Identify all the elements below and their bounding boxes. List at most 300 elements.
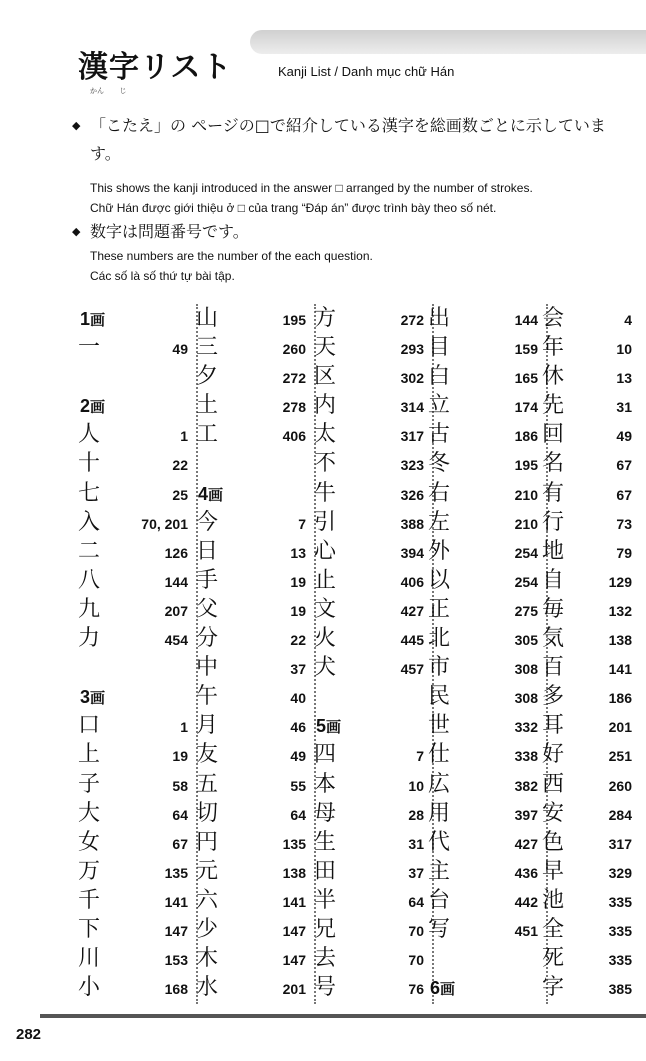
question-number: 174: [514, 399, 538, 416]
question-number: 67: [172, 835, 188, 852]
kanji-char: 世: [428, 713, 451, 739]
kanji-entry: [428, 624, 546, 653]
header-bar: [250, 30, 646, 54]
kanji-entry: [196, 915, 314, 944]
question-number: 275: [514, 602, 538, 619]
question-number: 314: [400, 399, 424, 416]
question-number: 141: [608, 661, 632, 678]
kanji-entry: [196, 537, 314, 566]
question-number: 454: [164, 632, 188, 649]
kanji-char: 本: [314, 771, 337, 797]
kanji-char: 太: [314, 422, 337, 448]
ruby-ji: じ: [119, 87, 127, 95]
kanji-entry: [542, 333, 642, 362]
kanji-entry: [542, 653, 642, 682]
stroke-count-number: 4: [198, 483, 209, 504]
kanji-entry: [196, 420, 314, 449]
kanji-entry: [78, 479, 196, 508]
spacer: [428, 944, 546, 973]
kanji-entry: [78, 770, 196, 799]
kanji-entry: [196, 362, 314, 391]
stroke-count-unit: 画: [326, 718, 342, 737]
kanji-entry: [314, 449, 432, 478]
stroke-count-number: 5: [316, 716, 327, 737]
kanji-entry: [314, 537, 432, 566]
kanji-char: 全: [542, 916, 565, 942]
kanji-char: 去: [314, 946, 337, 972]
kanji-char: 下: [78, 916, 101, 942]
stroke-count-heading: [428, 973, 546, 1002]
kanji-entry: [196, 770, 314, 799]
question-number: 165: [514, 370, 538, 387]
kanji-entry: [196, 711, 314, 740]
question-number: 147: [282, 922, 306, 939]
kanji-char: 民: [428, 684, 451, 710]
spacer: [196, 449, 314, 478]
kanji-entry: [428, 508, 546, 537]
question-number: 159: [514, 341, 538, 358]
question-number: 394: [400, 544, 424, 561]
kanji-entry: [542, 624, 642, 653]
kanji-char: 会: [542, 306, 565, 331]
question-number: 329: [608, 864, 632, 881]
kanji-char: 父: [196, 596, 219, 622]
kanji-char: 右: [428, 480, 451, 506]
kanji-entry: [314, 566, 432, 595]
kanji-char: 天: [314, 335, 337, 361]
kanji-char: 大: [78, 800, 101, 826]
kanji-entry: [542, 537, 642, 566]
kanji-char: 川: [78, 946, 101, 972]
question-number: 144: [514, 312, 538, 328]
kanji-entry: [78, 449, 196, 478]
kanji-char: 市: [428, 655, 451, 681]
kanji-entry: [314, 595, 432, 624]
kanji-char: 広: [428, 771, 451, 797]
stroke-count-heading: [314, 711, 432, 740]
kanji-char: 北: [428, 626, 451, 652]
question-number: 49: [290, 748, 306, 765]
note-answers-en: This shows the kanji introduced in the answer □ arranged by the number of strokes.: [90, 181, 533, 195]
kanji-char: 主: [428, 858, 451, 884]
stroke-count-number: 2: [80, 396, 91, 417]
question-number: 260: [282, 341, 306, 358]
question-number: 132: [608, 602, 632, 619]
kanji-entry: [196, 682, 314, 711]
question-number: 7: [298, 515, 306, 532]
question-number: 168: [164, 981, 188, 998]
kanji-char: 生: [314, 829, 337, 855]
question-number: 49: [616, 428, 632, 445]
question-number: 323: [400, 457, 424, 474]
kanji-char: 引: [314, 509, 337, 535]
question-number: 326: [400, 486, 424, 503]
kanji-char: 名: [542, 451, 565, 477]
kanji-entry: [78, 886, 196, 915]
question-number: 70, 201: [141, 515, 188, 532]
kanji-char: 口: [78, 713, 101, 739]
kanji-char: 午: [196, 684, 219, 710]
kanji-char: 目: [428, 335, 451, 361]
kanji-char: 白: [428, 364, 451, 390]
kanji-char: 元: [196, 858, 219, 884]
kanji-entry: [78, 537, 196, 566]
question-number: 406: [400, 573, 424, 590]
note-answers-vi: Chữ Hán được giới thiệu ở □ của trang “Đáp án” được trình bày theo số nét.: [90, 201, 497, 215]
stroke-count-unit: 画: [90, 311, 106, 329]
question-number: 31: [408, 835, 424, 852]
kanji-entry: [314, 770, 432, 799]
question-number: 67: [616, 457, 632, 474]
kanji-entry: [314, 508, 432, 537]
question-number: 64: [172, 806, 188, 823]
kanji-entry: [314, 653, 432, 682]
kanji-column-5: [542, 304, 642, 1004]
kanji-char: 死: [542, 946, 565, 972]
kanji-char: 左: [428, 509, 451, 535]
kanji-char: 文: [314, 596, 337, 622]
question-number: 335: [608, 952, 632, 969]
kanji-char: 好: [542, 742, 565, 768]
kanji-entry: [78, 973, 196, 1002]
kanji-char: 工: [196, 422, 219, 448]
kanji-char: 以: [428, 567, 451, 593]
kanji-char: 木: [196, 946, 219, 972]
question-number: 13: [290, 544, 306, 561]
kanji-column-1: [78, 304, 198, 1004]
stroke-count-label: [80, 308, 105, 331]
kanji-char: 冬: [428, 451, 451, 477]
kanji-char: 小: [78, 975, 101, 1001]
kanji-entry: [196, 304, 314, 333]
note-numbers-vi: Các số là số thứ tự bài tập.: [90, 269, 235, 283]
kanji-entry: [542, 304, 642, 333]
kanji-entry: [314, 391, 432, 420]
kanji-char: 入: [78, 509, 101, 535]
kanji-char: 先: [542, 393, 565, 419]
kanji-char: 池: [542, 887, 565, 913]
question-number: 382: [514, 777, 538, 794]
kanji-char: 出: [428, 306, 451, 331]
kanji-entry: [78, 740, 196, 769]
kanji-char: 号: [314, 975, 337, 1001]
kanji-char: 女: [78, 829, 101, 855]
kanji-entry: [428, 362, 546, 391]
question-number: 201: [282, 981, 306, 998]
kanji-char: 回: [542, 422, 565, 448]
kanji-entry: [542, 857, 642, 886]
kanji-entry: [196, 595, 314, 624]
question-number: 284: [608, 806, 632, 823]
question-number: 141: [282, 893, 306, 910]
kanji-entry: [196, 828, 314, 857]
kanji-entry: [314, 333, 432, 362]
note-numbers-en: These numbers are the number of the each question.: [90, 249, 373, 263]
stroke-count-label: [198, 483, 223, 506]
question-number: 138: [282, 864, 306, 881]
question-number: 153: [164, 952, 188, 969]
kanji-char: 友: [196, 742, 219, 768]
stroke-count-number: 6: [430, 978, 441, 999]
question-number: 64: [290, 806, 306, 823]
kanji-char: 分: [196, 626, 219, 652]
stroke-count-unit: 画: [90, 689, 106, 708]
kanji-entry: [314, 304, 432, 333]
kanji-char: 外: [428, 538, 451, 564]
kanji-entry: [314, 944, 432, 973]
kanji-entry: [428, 682, 546, 711]
kanji-char: 母: [314, 800, 337, 826]
question-number: 335: [608, 922, 632, 939]
stroke-count-unit: 画: [90, 398, 106, 417]
kanji-char: 四: [314, 742, 337, 768]
question-number: 406: [282, 428, 306, 445]
kanji-char: 百: [542, 655, 565, 681]
question-number: 278: [282, 399, 306, 416]
kanji-entry: [314, 886, 432, 915]
kanji-entry: [428, 333, 546, 362]
note-answers-jp: ◆ 「こたえ」の ページの□で紹介している漢字を総画数ごとに示しています。: [72, 112, 632, 168]
question-number: 272: [400, 312, 424, 328]
note-numbers: [72, 218, 632, 286]
kanji-column-4: [428, 304, 548, 1004]
question-number: 64: [408, 893, 424, 910]
kanji-entry: [428, 449, 546, 478]
kanji-char: 多: [542, 684, 565, 710]
kanji-char: 西: [542, 771, 565, 797]
question-number: 31: [616, 399, 632, 416]
kanji-char: 一: [78, 335, 101, 361]
kanji-char: 日: [196, 538, 219, 564]
kanji-entry: [542, 799, 642, 828]
question-number: 302: [400, 370, 424, 387]
question-number: 445: [400, 632, 424, 649]
kanji-entry: [196, 333, 314, 362]
kanji-entry: [542, 362, 642, 391]
kanji-char: 今: [196, 509, 219, 535]
kanji-entry: [542, 915, 642, 944]
question-number: 58: [172, 777, 188, 794]
question-number: 73: [616, 515, 632, 532]
kanji-char: 十: [78, 451, 101, 477]
kanji-entry: [428, 420, 546, 449]
kanji-char: 上: [78, 742, 101, 768]
kanji-entry: [428, 770, 546, 799]
kanji-char: 円: [196, 829, 219, 855]
question-number: 195: [282, 312, 306, 328]
question-number: 147: [164, 922, 188, 939]
kanji-char: 不: [314, 451, 337, 477]
kanji-char: 早: [542, 858, 565, 884]
kanji-entry: [542, 449, 642, 478]
kanji-entry: [428, 595, 546, 624]
kanji-entry: [78, 508, 196, 537]
kanji-entry: [78, 799, 196, 828]
question-number: 138: [608, 632, 632, 649]
kanji-entry: [314, 857, 432, 886]
kanji-entry: [78, 857, 196, 886]
kanji-entry: [314, 624, 432, 653]
kanji-char: 台: [428, 887, 451, 913]
kanji-entry: [542, 770, 642, 799]
kanji-entry: [196, 391, 314, 420]
question-number: 260: [608, 777, 632, 794]
stroke-count-unit: 画: [208, 485, 224, 504]
kanji-char: 水: [196, 975, 219, 1001]
kanji-char: 火: [314, 626, 337, 652]
question-number: 40: [290, 690, 306, 707]
question-number: 308: [514, 661, 538, 678]
kanji-entry: [196, 653, 314, 682]
kanji-char: 田: [314, 858, 337, 884]
question-number: 4: [624, 312, 632, 328]
question-number: 25: [172, 486, 188, 503]
kanji-entry: [78, 711, 196, 740]
question-number: 135: [282, 835, 306, 852]
stroke-count-number: 1: [80, 309, 91, 329]
kanji-entry: [428, 886, 546, 915]
kanji-entry: [78, 595, 196, 624]
question-number: 126: [164, 544, 188, 561]
kanji-char: 区: [314, 364, 337, 390]
question-number: 293: [400, 341, 424, 358]
kanji-entry: [314, 479, 432, 508]
kanji-char: 自: [542, 567, 565, 593]
kanji-entry: [542, 973, 642, 1002]
kanji-char: 土: [196, 393, 219, 419]
kanji-char: 子: [78, 771, 101, 797]
kanji-entry: [542, 886, 642, 915]
kanji-entry: [314, 973, 432, 1002]
kanji-entry: [542, 682, 642, 711]
title-ruby: [84, 86, 136, 96]
kanji-char: 地: [542, 538, 565, 564]
kanji-entry: [542, 566, 642, 595]
kanji-entry: [196, 799, 314, 828]
question-number: 338: [514, 748, 538, 765]
question-number: 272: [282, 370, 306, 387]
kanji-entry: [196, 973, 314, 1002]
question-number: 10: [408, 777, 424, 794]
question-number: 28: [408, 806, 424, 823]
question-number: 186: [608, 690, 632, 707]
question-number: 254: [514, 544, 538, 561]
kanji-entry: [428, 857, 546, 886]
kanji-char: 写: [428, 916, 451, 942]
question-number: 317: [400, 428, 424, 445]
kanji-char: 用: [428, 800, 451, 826]
kanji-entry: [314, 362, 432, 391]
question-number: 317: [608, 835, 632, 852]
kanji-char: 力: [78, 626, 101, 652]
kanji-entry: [428, 653, 546, 682]
kanji-entry: [542, 479, 642, 508]
question-number: 7: [416, 748, 424, 765]
kanji-char: 正: [428, 596, 451, 622]
question-number: 19: [290, 573, 306, 590]
kanji-entry: [78, 915, 196, 944]
kanji-char: 中: [196, 655, 219, 681]
question-number: 385: [608, 981, 632, 998]
kanji-char: 仕: [428, 742, 451, 768]
kanji-char: 犬: [314, 655, 337, 681]
kanji-entry: [196, 740, 314, 769]
note-numbers-jp: ◆ 数字は問題番号です。: [72, 218, 632, 246]
stroke-count-label: [316, 715, 341, 738]
kanji-char: 六: [196, 887, 219, 913]
kanji-entry: [196, 857, 314, 886]
question-number: 37: [408, 864, 424, 881]
kanji-char: 二: [78, 538, 101, 564]
question-number: 210: [514, 515, 538, 532]
question-number: 195: [514, 457, 538, 474]
kanji-char: 牛: [314, 480, 337, 506]
question-number: 436: [514, 864, 538, 881]
kanji-char: 有: [542, 480, 565, 506]
question-number: 186: [514, 428, 538, 445]
kanji-char: 兄: [314, 916, 337, 942]
stroke-count-label: [80, 395, 105, 418]
question-number: 1: [180, 428, 188, 445]
kanji-entry: [314, 915, 432, 944]
kanji-entry: [314, 828, 432, 857]
question-number: 70: [408, 922, 424, 939]
question-number: 141: [164, 893, 188, 910]
kanji-char: 夕: [196, 364, 219, 390]
kanji-entry: [78, 944, 196, 973]
kanji-column-2: [196, 304, 316, 1004]
kanji-char: 休: [542, 364, 565, 390]
question-number: 49: [172, 341, 188, 358]
question-number: 427: [400, 602, 424, 619]
kanji-char: 九: [78, 596, 101, 622]
kanji-entry: [428, 537, 546, 566]
kanji-char: 安: [542, 800, 565, 826]
question-number: 251: [608, 748, 632, 765]
kanji-entry: [196, 624, 314, 653]
kanji-char: 切: [196, 800, 219, 826]
question-number: 55: [290, 777, 306, 794]
question-number: 332: [514, 719, 538, 736]
kanji-char: 山: [196, 306, 219, 331]
kanji-column-3: [314, 304, 434, 1004]
kanji-char: 毎: [542, 596, 565, 622]
kanji-entry: [542, 828, 642, 857]
stroke-count-label: [430, 977, 455, 1000]
question-number: 22: [172, 457, 188, 474]
kanji-char: 行: [542, 509, 565, 535]
question-number: 19: [172, 748, 188, 765]
kanji-entry: [428, 391, 546, 420]
kanji-char: 五: [196, 771, 219, 797]
question-number: 19: [290, 602, 306, 619]
kanji-entry: [196, 944, 314, 973]
question-number: 442: [514, 893, 538, 910]
kanji-entry: [542, 391, 642, 420]
question-number: 427: [514, 835, 538, 852]
question-number: 210: [514, 486, 538, 503]
kanji-entry: [78, 566, 196, 595]
spacer: [314, 682, 432, 711]
kanji-entry: [78, 420, 196, 449]
stroke-count-heading: [78, 304, 196, 333]
question-number: 70: [408, 952, 424, 969]
kanji-entry: [78, 828, 196, 857]
question-number: 201: [608, 719, 632, 736]
question-number: 397: [514, 806, 538, 823]
kanji-char: 半: [314, 887, 337, 913]
kanji-entry: [542, 595, 642, 624]
